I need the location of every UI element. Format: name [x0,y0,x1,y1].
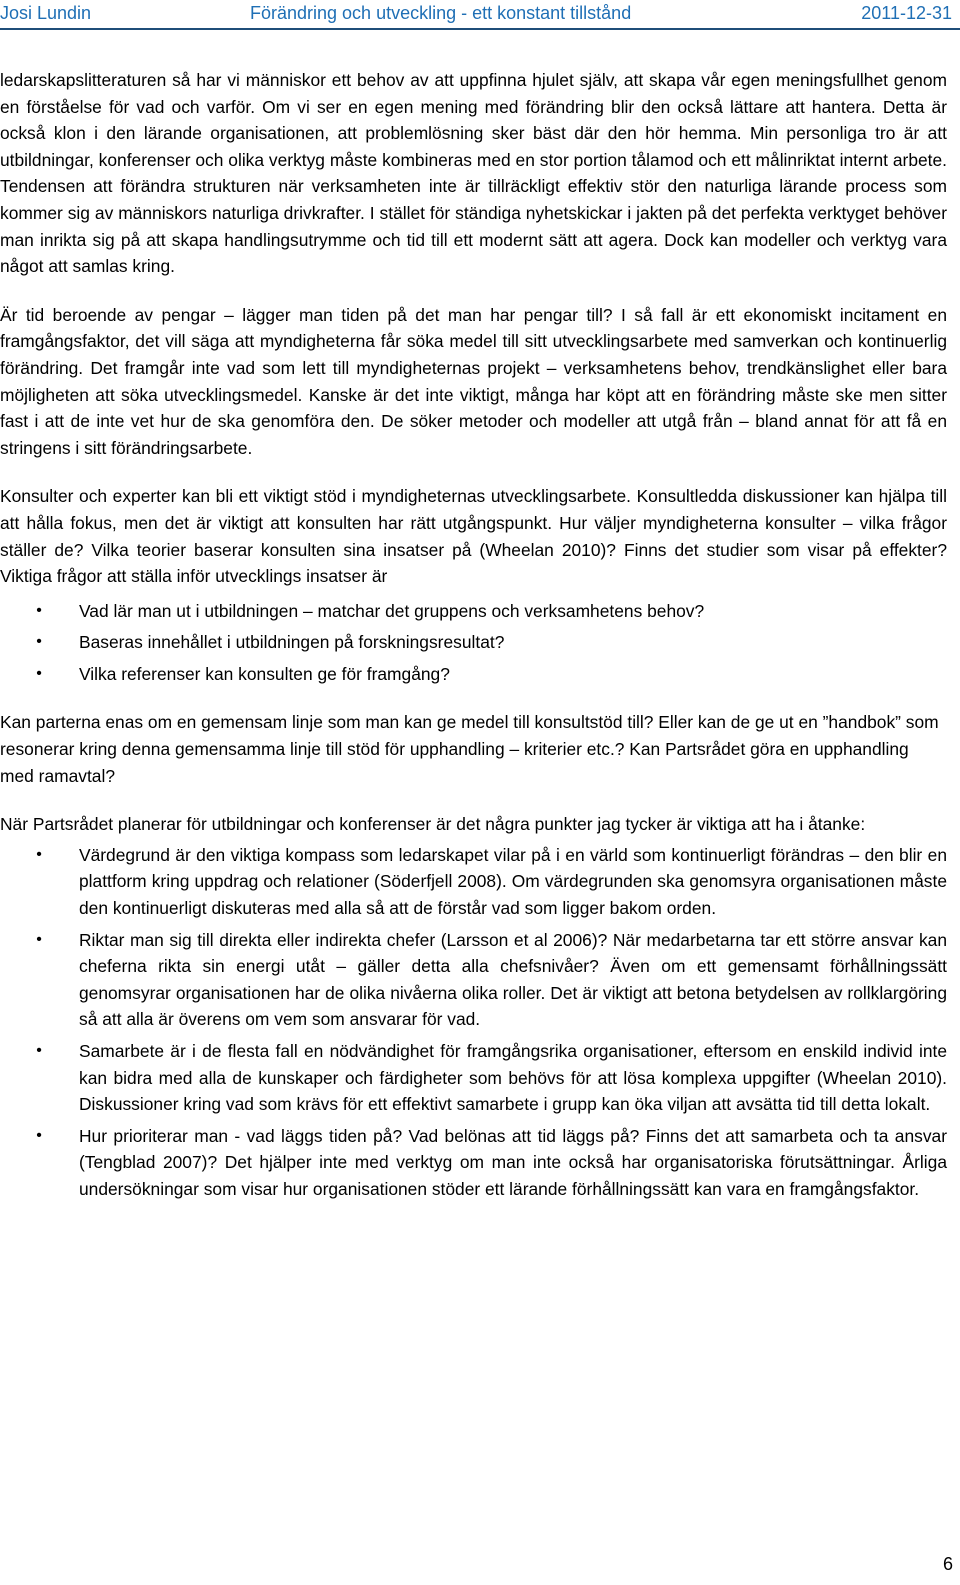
list-item-text: Samarbete är i de flesta fall en nödvändighet för framgångsrika organisationer, eftersom en enskild individ inte kan bidra med alla de kunskaper och färdigheter som behövs för att lösa komplexa uppgifter (Wheelan 2010). Diskussioner kring vad som krävs för ett effektivt samarbete i grupp kan öka viljan att avsätta tid till detta lokalt. [79,1041,947,1115]
paragraph-1: ledarskapslitteraturen så har vi människor ett behov av att uppfinna hjulet själv, att skapa vår egen meningsfullhet genom en förståelse för vad och varför. Om vi ser en egen mening med förändring blir den också lättare att hantera. Detta är också klon i den lärande organisationen, att problemlösning sker bäst där den hör hemma. Min personliga tro är att utbildningar, konferenser och olika verktyg måste kombineras med en stor portion tålamod och ett målinriktat internt arbete. Tendensen att förändra strukturen när verksamheten inte är tillräckligt effektiv stör den naturliga lärande process som kommer sig av människors naturliga drivkrafter. I stället för ständiga nyhetskickar i jakten på det perfekta verktyget behöver man inrikta sig på att skapa handlingsutrymme och tid till ett modernt sätt att agera. Dock kan modeller och verktyg vara något att samlas kring. [0,70,947,277]
header-date: 2011-12-31 [861,3,952,23]
list-item-text: Riktar man sig till direkta eller indirekta chefer (Larsson et al 2006)? När medarbetarna tar ett större ansvar kan cheferna rikta sin energi utåt – gäller detta alla chefsnivåer? Även om ett gemensamt förhållningssätt genomsyrar organisationen har de olika nivåerna olika roller. Det är viktigt att betona betydelsen av rollklargöring så att alla är överens om vem som ansvarar för vad. [79,929,947,1030]
question-list [0,598,947,688]
list-item [0,842,947,922]
paragraph-2: Är tid beroende av pengar – lägger man tiden på det man har pengar till? I så fall är ett ekonomiskt incitament en framgångsfaktor, det vill säga att myndigheterna får söka medel till sitt utvecklingsarbete med samverkan och kontinuerlig förändring. Det framgår inte vad som lett till myndigheternas projekt – verksamhetens behov, trendkänslighet eller bara möjligheten att söka utvecklingsmedel. Kanske är det inte viktigt, många har köpt att en förändring måste ske men sitter fast i att de inte vet hur de ska genomföra den. De söker metoder och modeller att utgå från – bland annat för att få en stringens i sitt förändringsarbete. [0,304,947,458]
bullet-icon: • [36,930,42,948]
bullet-icon: • [36,601,42,619]
paragraph-5: När Partsrådet planerar för utbildningar och konferenser är det några punkter jag tycker är viktiga att ha i åtanke: [0,814,866,835]
list-item [0,927,947,1033]
paragraph-4: Kan parterna enas om en gemensam linje som man kan ge medel till konsultstöd till? Eller kan de ge ut en ”handbok” som resonerar kring denna gemensamma linje till stöd för upphandling – kriterier etc.? Kan Partsrådet göra en upphandling med ramavtal? [0,712,939,786]
list-item-text: Vad lär man ut i utbildningen – matchar det gruppens och verksamhetens behov? [79,600,705,621]
list-item-text: Vilka referenser kan konsulten ge för framgång? [79,663,450,684]
list-item [0,1038,947,1118]
document-body [0,67,947,1203]
list-item [0,598,947,625]
bullet-icon: • [36,1042,42,1059]
list-item [0,629,947,656]
header-author: Josi Lundin [0,3,92,23]
bullet-icon: • [36,633,42,651]
bullet-icon: • [36,1126,42,1144]
paragraph-3: Konsulter och experter kan bli ett viktigt stöd i myndigheternas utvecklingsarbete. Konsultledda diskussioner kan hjälpa till att hålla fokus, men det är viktigt att konsulten har rätt utgångspunkt. Hur väljer myndigheterna konsulter – vilka frågor ställer de? Vilka teorier baserar konsulten sina insatser på (Wheelan 2010)? Finns det studier som visar på effekter? Viktiga frågor att ställa inför utvecklings insatser är [0,486,947,587]
list-item-text: Hur prioriterar man - vad läggs tiden på? Vad belönas att tid läggs på? Finns det att samarbeta och ta ansvar (Tengblad 2007)? Det hjälper inte med verktyg om man inte också har organisatoriska förutsättningar. Årliga undersökningar som visar hur organisationen stöder ett lärande förhållningssätt kan vara en framgångsfaktor. [79,1125,947,1199]
page-number: 6 [942,1554,953,1574]
consideration-list [0,842,947,1203]
bullet-icon: • [36,664,42,682]
list-item [0,661,947,688]
bullet-icon: • [36,845,42,863]
header-title: Förändring och utveckling - ett konstant tillstånd [250,3,632,23]
list-item [0,1123,947,1203]
list-item-text: Värdegrund är den viktiga kompass som ledarskapet vilar på i en värld som kontinuerligt förändras – den blir en plattform kring uppdrag och relationer (Söderfjell 2008). Om värdegrunden ska genomsyra organisationen måste den kontinuerligt diskuteras med alla så att de förstår vad som ligger bakom orden. [79,844,947,919]
list-item-text: Baseras innehållet i utbildningen på forskningsresultat? [79,632,505,653]
page-header [0,0,960,30]
